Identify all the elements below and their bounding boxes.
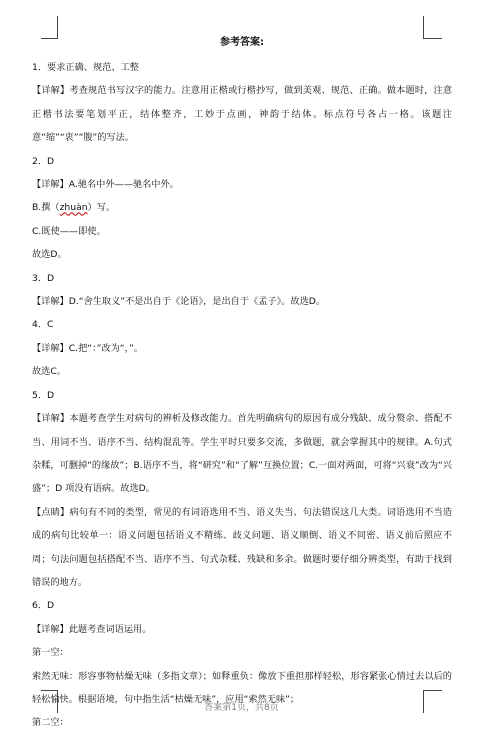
q6-blank1-detail: 索然无味：形容事物枯燥无味（多指文章）；如释重负：像放下重担那样轻松，形容紧张心情过去以后的轻松愉快。根据语境，句中指生活“枯燥无味”，应用“索然无味”； xyxy=(32,670,452,705)
q1-explanation-tag: 【详解】 xyxy=(32,85,70,97)
q4-number: 4． xyxy=(32,319,48,331)
q3-explanation xyxy=(32,290,452,313)
q2-answer: D xyxy=(47,155,55,167)
q5-explanation xyxy=(32,407,452,501)
q2-option-b-pre: B.撰（ xyxy=(32,202,60,214)
q6-answer-line xyxy=(32,594,452,617)
q3-number: 3． xyxy=(32,272,48,284)
q5-explanation-text: 本题考查学生对病句的辨析及修改能力。首先明确病句的原因有成分残缺、成分赘余、搭配不当、用词不当、语序不当、结构混乱等。学生平时只要多交流，多做题，就会掌握其中的规律。A.句式杂糅，可删掉“的缘故”；B.语序不当，将“研究”和“了解”互换位置；C.一面对两面，可将“兴衰”改为“兴盛”；D 项没有语病。故选D。 xyxy=(32,413,453,495)
q6-explanation-tag: 【详解】 xyxy=(32,623,69,635)
q5-key-point xyxy=(32,501,452,595)
q1-answer-line xyxy=(32,56,452,79)
q5-number: 5． xyxy=(32,389,48,401)
q2-explanation-c: C.既使——即使。 xyxy=(32,225,106,237)
q3-answer-line xyxy=(32,267,452,290)
q6-number: 6． xyxy=(32,600,48,612)
q2-option-b-post: ）写。 xyxy=(87,202,116,214)
q5-answer: D xyxy=(47,389,55,401)
q5-key-point-tag: 【点睛】 xyxy=(32,506,70,518)
q3-explanation-text: D.“舍生取义”不是出自于《论语》，是出自于《孟子》。故选D。 xyxy=(68,296,326,308)
q5-explanation-tag: 【详解】 xyxy=(32,413,70,425)
q6-blank1-heading: 第一空： xyxy=(32,647,69,659)
q1-number: 1． xyxy=(32,62,48,73)
answer-document xyxy=(32,36,452,735)
q3-answer: D xyxy=(47,272,55,284)
q1-explanation xyxy=(32,79,452,149)
q4-choose: 故选C。 xyxy=(32,366,66,378)
q2-option-b-pinyin: zhuàn xyxy=(59,202,88,214)
q4-explanation-tag: 【详解】 xyxy=(32,342,69,354)
q6-answer: D xyxy=(47,600,55,612)
q2-answer-line xyxy=(32,150,452,173)
q4-explanation-text: C.把“：”改为“，”。 xyxy=(68,342,144,354)
q1-answer: 要求正确、规范、工整 xyxy=(47,62,139,73)
page-footer: 答案第1页，共8页 xyxy=(204,703,279,713)
q2-explanation-b xyxy=(32,196,452,219)
q2-option-a-text: A.驰名中外——驰名中外。 xyxy=(68,179,179,191)
q5-answer-line xyxy=(32,384,452,407)
q2-number: 2． xyxy=(32,155,48,167)
q6-blank2-heading: 第二空： xyxy=(32,717,69,729)
q6-explanation-text: 此题考查词语运用。 xyxy=(68,623,152,635)
q2-explanation-a xyxy=(32,173,452,196)
q5-key-point-text: 病句有不同的类型，常见的有词语选用不当、语义失当、句法错误这几大类。词语选用不当造成的病句比较单一：语义问题包括语义不精练、歧义问题、语义顺倒、语义不同密、语义前后照应不周；句法问题包括搭配不当、语序不当、句式杂糅、残缺和多余。做题时要仔细分辨类型，有助于找到错误的地方。 xyxy=(32,506,453,588)
q1-explanation-text: 考查规范书写汉字的能力。注意用正楷或行楷抄写，做到美观、规范、正确。做本题时，注意正楷书法要笔划平正，结体整齐，工妙于点画，神韵于结体。标点符号各占一格。该题注意“缩”“衷”“腹”的写法。 xyxy=(32,85,453,144)
q2-choose: 故选D。 xyxy=(32,249,67,261)
q6-explanation xyxy=(32,618,452,641)
q4-answer: C xyxy=(47,319,54,331)
q3-explanation-tag: 【详解】 xyxy=(32,296,69,308)
q4-answer-line xyxy=(32,313,452,336)
page-title: 参考答案: xyxy=(220,37,264,48)
q2-explanation-tag: 【详解】 xyxy=(32,179,69,191)
q4-explanation xyxy=(32,337,452,360)
